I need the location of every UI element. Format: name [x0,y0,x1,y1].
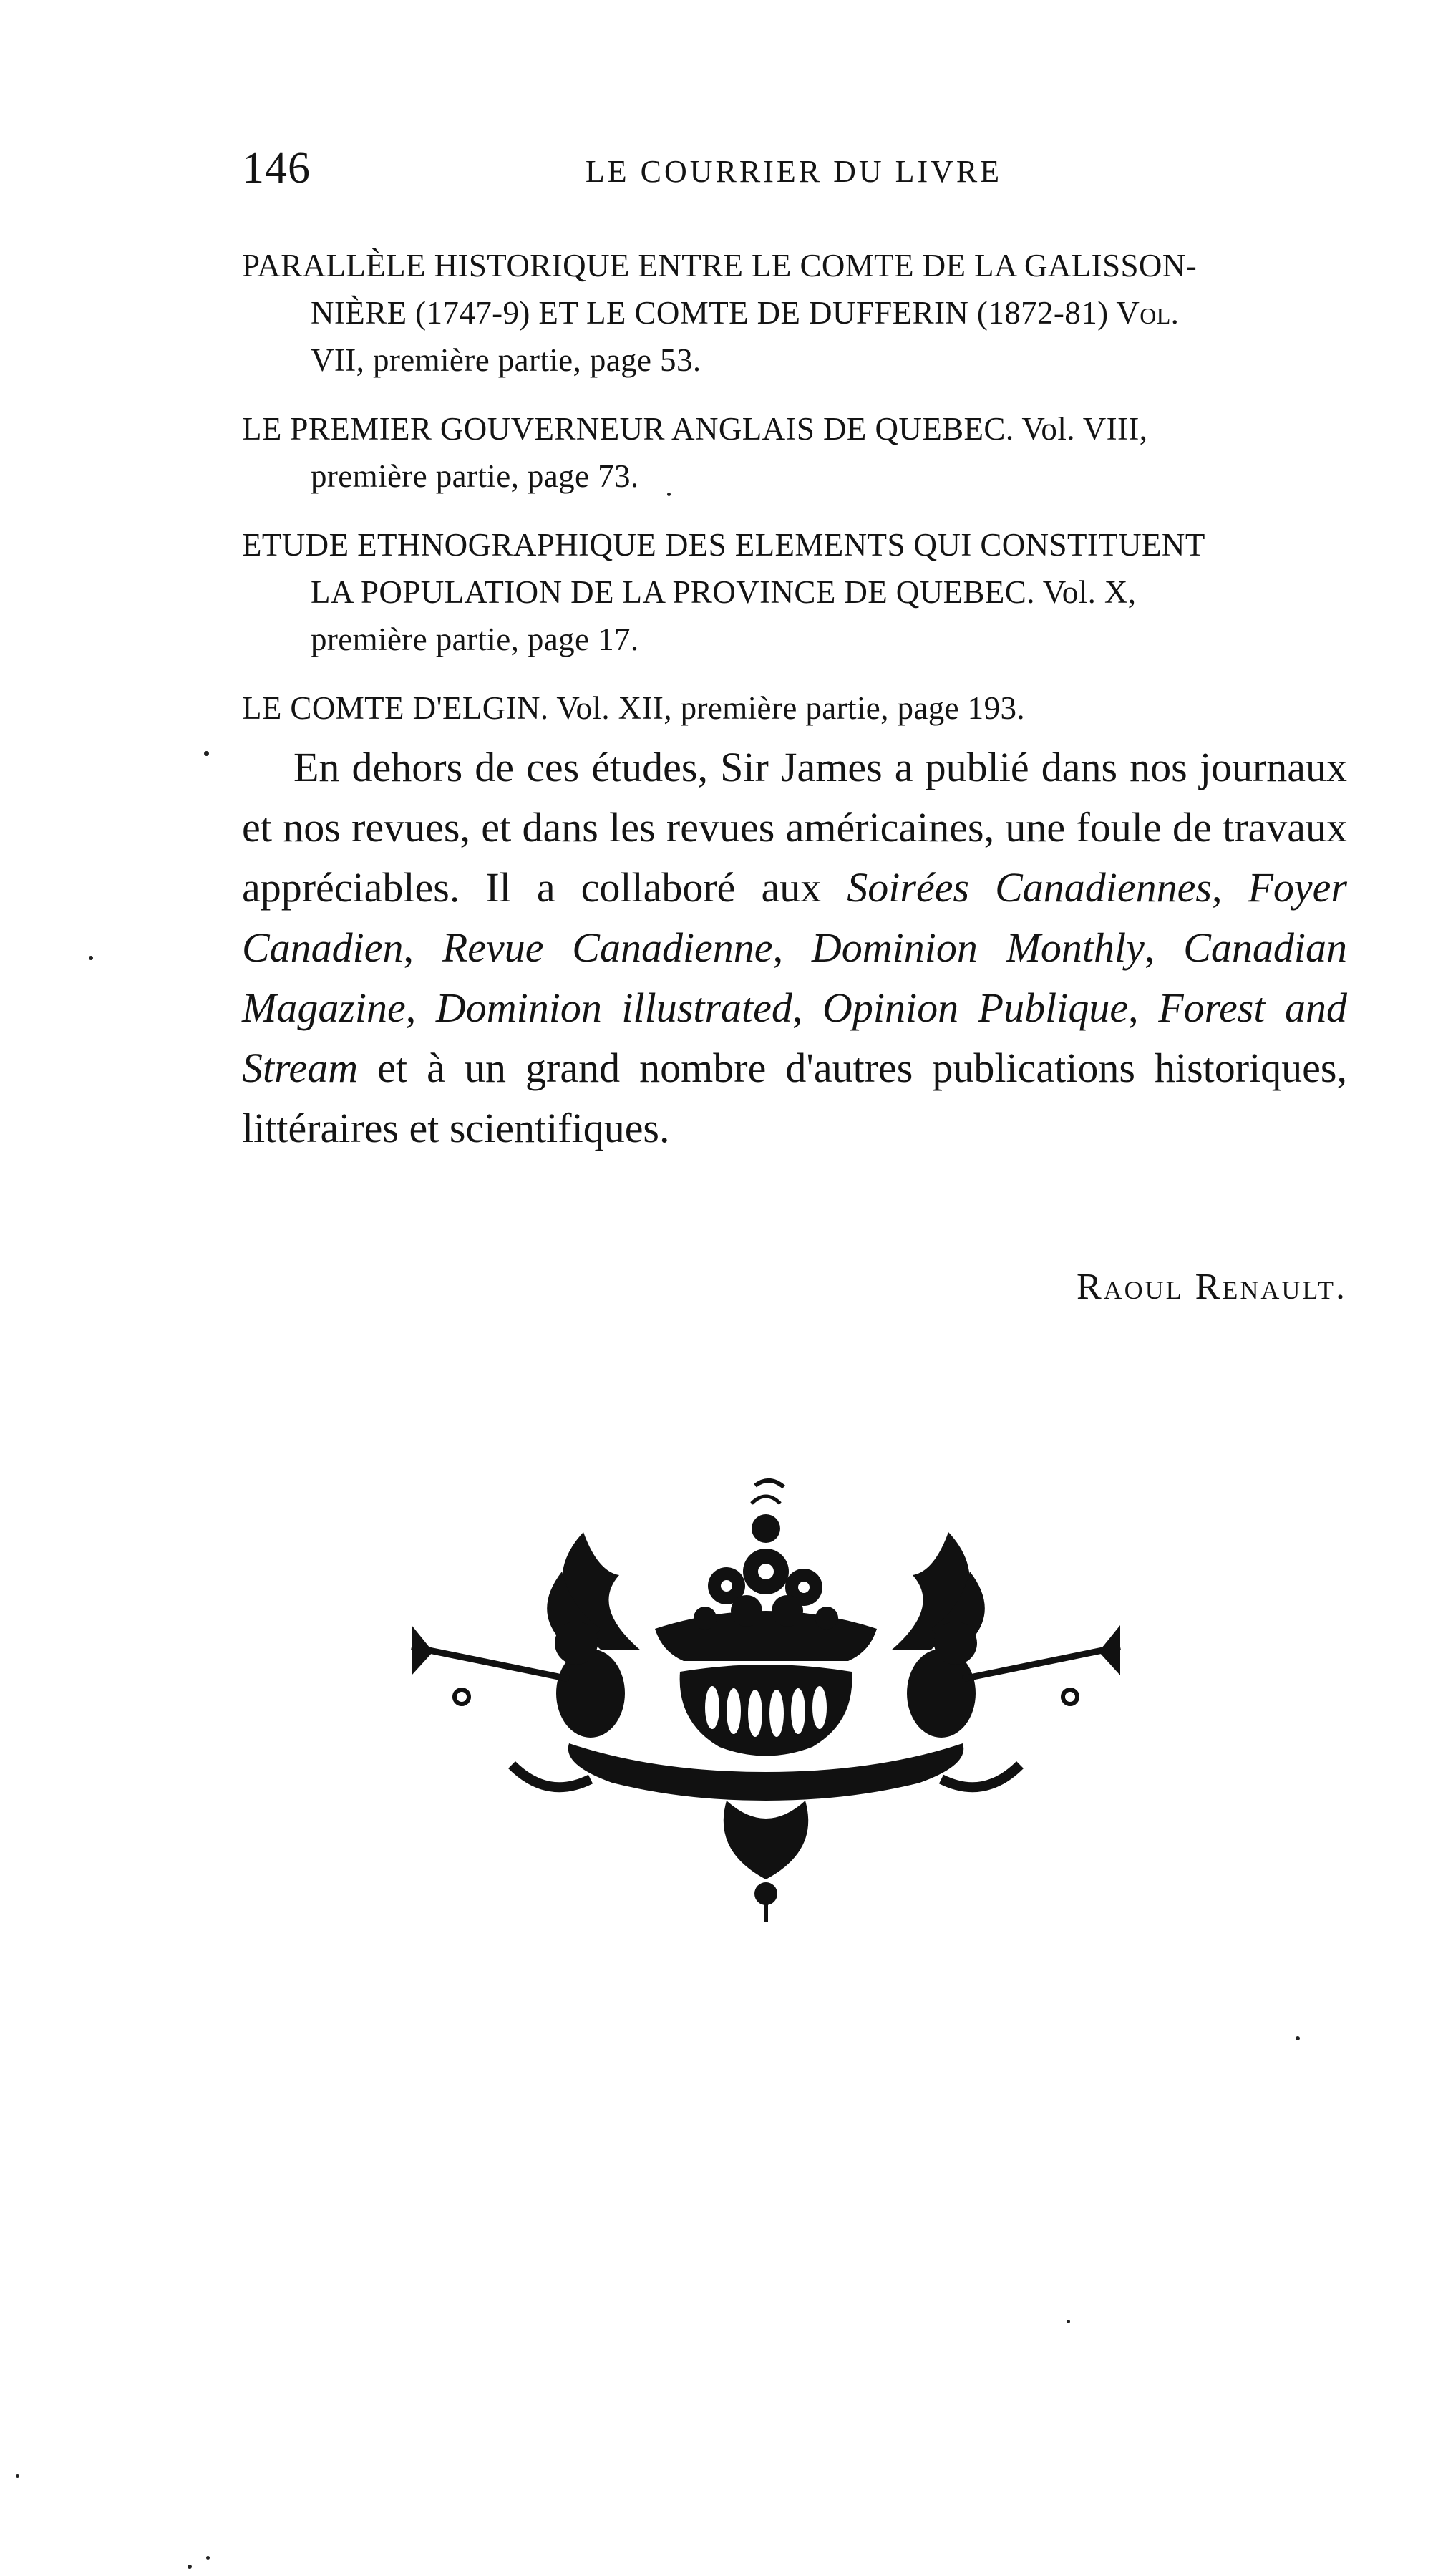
author-signature: Raoul Renault. [1076,1267,1347,1307]
periodical-title: Dominion Monthly [811,924,1145,971]
periodical-title: Soirées Canadiennes [847,864,1212,911]
bibliography-entry [242,521,1359,663]
print-speck [89,956,93,960]
print-speck [206,2556,210,2560]
print-speck [188,2565,192,2569]
entry-line: ETUDE ETHNOGRAPHIQUE DES ELEMENTS QUI CONSTITUENT [242,527,1205,563]
periodical-title: Forest and Stream [242,984,1348,1091]
text-run: , [1128,984,1159,1031]
text-run: , [772,924,812,971]
text-run: En dehors de ces études, Sir James a publié dans nos journaux et nos revues, et dans les revues américaines, une foule de travaux appréciables. Il a collaboré aux [242,744,1347,911]
running-title: LE COURRIER DU LIVRE [585,154,1003,189]
print-speck [667,493,671,496]
body-paragraph [242,737,1347,1158]
running-head [242,143,1346,208]
print-speck [1067,2320,1070,2323]
bibliography-list [242,242,1359,753]
entry-line: première partie, page 73. [311,458,639,494]
print-speck [204,751,209,756]
entry-line: LA POPULATION DE LA PROVINCE DE QUEBEC. Vol. X, [311,574,1137,610]
periodical-title: Opinion Publique [822,984,1129,1031]
print-speck [16,2474,19,2478]
entry-line: LE COMTE D'ELGIN. Vol. XII, première partie, page 193. [242,690,1026,726]
ornament-vignette [354,1464,1177,1922]
text-run: , [403,924,442,971]
periodical-title: Foyer Canadien [242,864,1347,971]
periodical-title: Revue Canadienne [442,924,773,971]
text-run: , [405,984,436,1031]
text-run: , [792,984,822,1031]
periodical-title: Dominion illustrated [435,984,792,1031]
bibliography-entry [242,405,1359,500]
entry-line: première partie, page 17. [311,621,639,657]
entry-line: VII, première partie, page 53. [311,342,701,378]
text-run: , [1211,864,1248,911]
page-number: 146 [242,144,311,193]
bibliography-entry [242,684,1359,732]
entry-line: NIÈRE (1747-9) ET LE COMTE DE DUFFERIN (1872-81) Vol. [311,295,1180,331]
bibliography-entry [242,242,1359,384]
periodical-title: Canadian Magazine [242,924,1348,1031]
entry-line: PARALLÈLE HISTORIQUE ENTRE LE COMTE DE LA GALISSON- [242,248,1198,284]
text-run: , [1144,924,1184,971]
paragraph-text [242,737,1347,1158]
text-run: et à un grand nombre d'autres publications historiques, littéraires et scientifiques. [242,1045,1347,1151]
entry-line: LE PREMIER GOUVERNEUR ANGLAIS DE QUEBEC. Vol. VIII, [242,411,1148,447]
print-speck [1296,2036,1300,2040]
